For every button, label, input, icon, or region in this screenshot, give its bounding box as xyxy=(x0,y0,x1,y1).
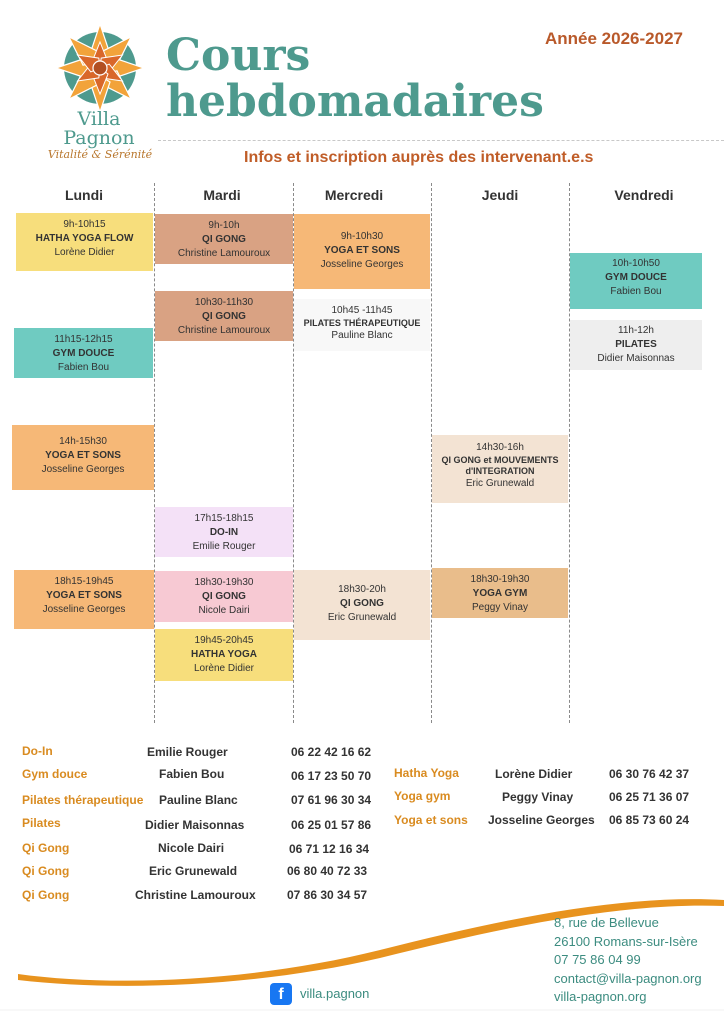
contact-course: Yoga gym xyxy=(394,789,451,803)
contact-name: Pauline Blanc xyxy=(159,793,238,807)
day-header-lundi: Lundi xyxy=(64,187,104,203)
address-street: 8, rue de Bellevue xyxy=(554,915,659,930)
class-card-mardi-qi-gong-2: 10h30-11h30 QI GONG Christine Lamouroux xyxy=(155,291,293,341)
contact-name: Eric Grunewald xyxy=(149,864,238,878)
address-website[interactable]: villa-pagnon.org xyxy=(554,989,647,1004)
class-card-mercredi-pilates-therapeutique: 10h45 -11h45 PILATES THÉRAPEUTIQUE Pauline Blanc xyxy=(294,299,430,351)
contact-name: Emilie Rouger xyxy=(147,745,228,759)
header-divider xyxy=(158,140,724,141)
contact-phone: 06 30 76 42 37 xyxy=(609,767,690,781)
day-header-vendredi: Vendredi xyxy=(614,187,674,203)
brand-tagline: Vitalité & Sérénité xyxy=(47,148,153,161)
info-subtitle: Infos et inscription auprès des intervenant.e.s xyxy=(244,149,594,166)
class-card-mercredi-qi-gong: 18h30-20h QI GONG Eric Grunewald xyxy=(294,570,430,640)
facebook-icon[interactable]: f xyxy=(270,983,292,1005)
address-city: 26100 Romans-sur-Isère xyxy=(554,933,698,949)
class-card-mardi-qi-gong-soir: 18h30-19h30 QI GONG Nicole Dairi xyxy=(155,571,293,622)
contact-name: Lorène Didier xyxy=(495,767,573,781)
contact-course: Do-In xyxy=(22,744,53,758)
contact-course: Yoga et sons xyxy=(394,813,468,827)
class-card-mardi-do-in: 17h15-18h15 DO-IN Emilie Rouger xyxy=(155,507,293,557)
facebook-handle[interactable]: villa.pagnon xyxy=(300,986,370,1001)
page-title: Cours hebdomadaires xyxy=(166,30,544,127)
contact-name: Josseline Georges xyxy=(488,813,595,827)
class-card-mardi-qi-gong: 9h-10h QI GONG Christine Lamouroux xyxy=(155,214,293,264)
class-card-mardi-hatha-yoga: 19h45-20h45 HATHA YOGA Lorène Didier xyxy=(155,629,293,681)
class-card-vendredi-pilates: 11h-12h PILATES Didier Maisonnas xyxy=(570,320,702,370)
class-card-lundi-hatha-yoga-flow: 9h-10h15 HATHA YOGA FLOW Lorène Didier xyxy=(16,213,153,271)
day-header-mardi: Mardi xyxy=(203,187,241,203)
class-card-jeudi-yoga-gym: 18h30-19h30 YOGA GYM Peggy Vinay xyxy=(432,568,568,618)
contact-name: Didier Maisonnas xyxy=(145,818,245,832)
contact-name: Christine Lamouroux xyxy=(135,888,256,902)
contact-phone: 06 22 42 16 62 xyxy=(291,745,372,759)
contact-course: Qi Gong xyxy=(22,888,70,902)
brand-name: Villa Pagnon xyxy=(63,108,135,149)
contact-name: Fabien Bou xyxy=(159,767,225,781)
class-card-jeudi-qi-gong-mouvements: 14h30-16h QI GONG et MOUVEMENTS d'INTEGRATION Eric Grunewald xyxy=(432,435,568,503)
address-block xyxy=(554,914,702,1007)
contact-phone: 07 61 96 30 34 xyxy=(291,793,372,807)
class-card-lundi-gym-douce: 11h15-12h15 GYM DOUCE Fabien Bou xyxy=(14,328,153,378)
contact-phone: 06 25 71 36 07 xyxy=(609,790,690,804)
class-card-lundi-yoga-et-sons: 14h-15h30 YOGA ET SONS Josseline Georges xyxy=(12,425,154,490)
contact-name: Peggy Vinay xyxy=(502,790,574,804)
class-card-mercredi-yoga-et-sons: 9h-10h30 YOGA ET SONS Josseline Georges xyxy=(294,214,430,289)
contact-course: Qi Gong xyxy=(22,864,70,878)
contact-course: Qi Gong xyxy=(22,841,70,855)
day-header-jeudi: Jeudi xyxy=(481,187,519,203)
school-year: Année 2026-2027 xyxy=(545,29,683,48)
contact-course: Pilates thérapeutique xyxy=(22,793,144,807)
contact-course: Hatha Yoga xyxy=(394,766,459,780)
day-header-mercredi: Mercredi xyxy=(324,187,384,203)
contact-phone: 06 17 23 50 70 xyxy=(291,769,372,783)
class-card-vendredi-gym-douce: 10h-10h50 GYM DOUCE Fabien Bou xyxy=(570,253,702,309)
contact-phone: 06 85 73 60 24 xyxy=(609,813,690,827)
address-phone: 07 75 86 04 99 xyxy=(554,952,641,967)
contact-phone: 06 80 40 72 33 xyxy=(287,864,368,878)
class-card-lundi-yoga-et-sons-soir: 18h15-19h45 YOGA ET SONS Josseline Georges xyxy=(14,570,154,629)
contact-phone: 07 86 30 34 57 xyxy=(287,888,368,902)
contact-phone: 06 71 12 16 34 xyxy=(289,842,370,856)
contact-course: Gym douce xyxy=(22,767,88,781)
contact-phone: 06 25 01 57 86 xyxy=(291,818,372,832)
address-email[interactable]: contact@villa-pagnon.org xyxy=(554,970,702,986)
contact-course: Pilates xyxy=(22,816,61,830)
contact-name: Nicole Dairi xyxy=(158,841,225,855)
